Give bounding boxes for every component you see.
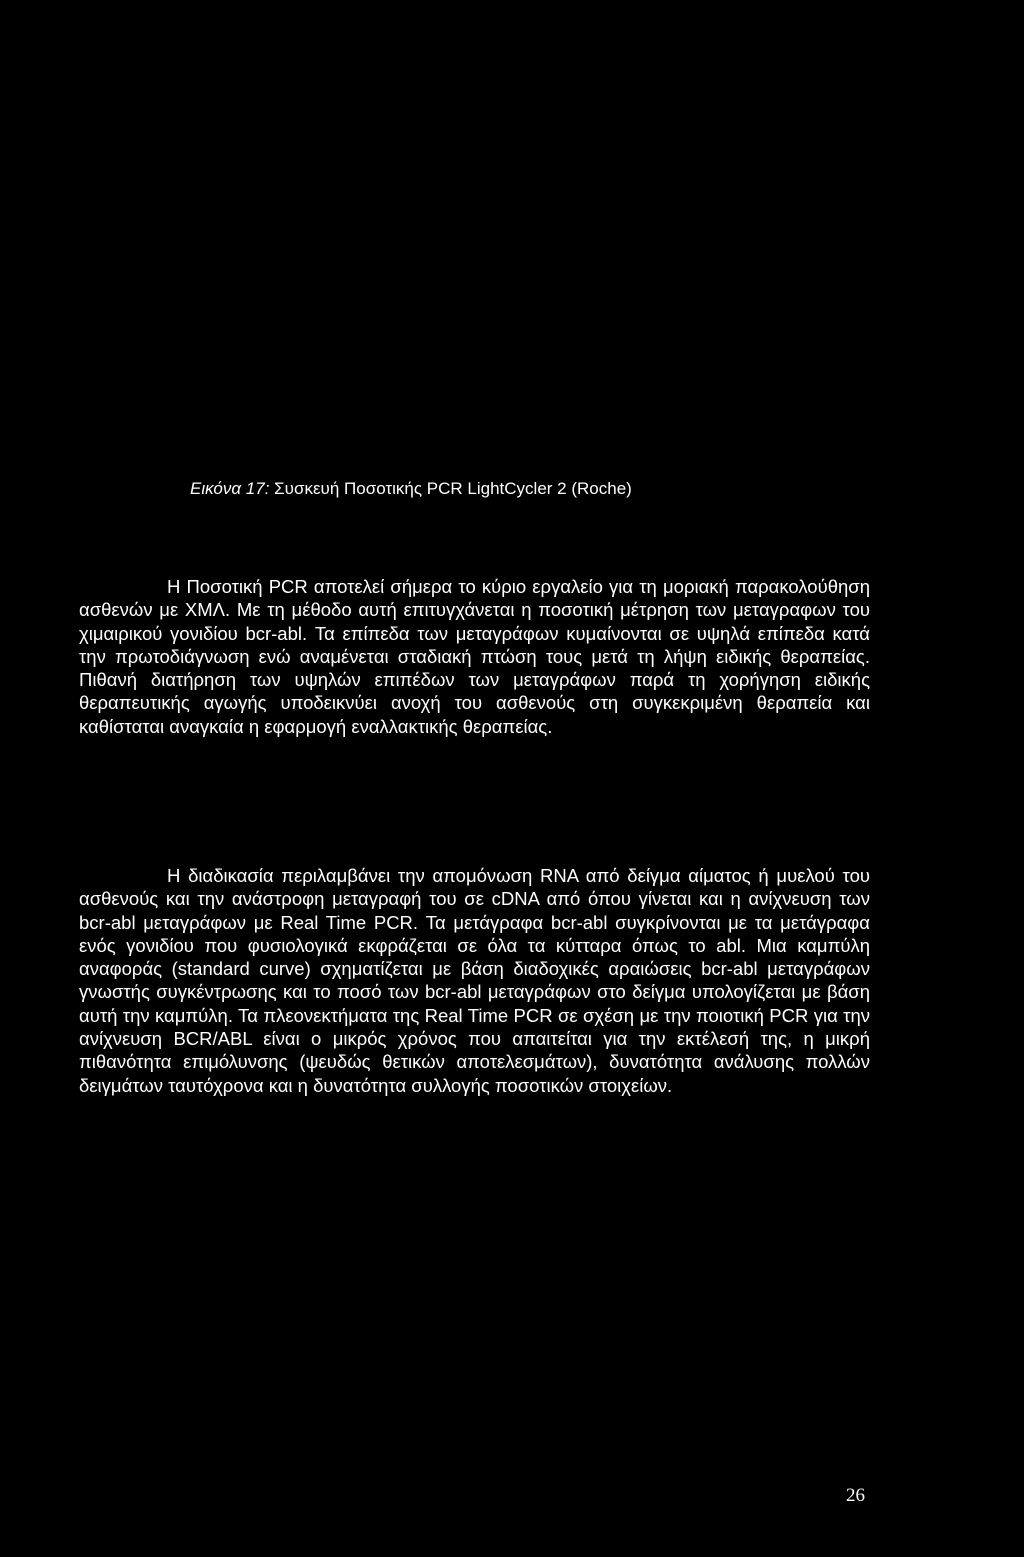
figure-caption [190,478,632,500]
figure-caption-text: Συσκευή Ποσοτικής PCR LightCycler 2 (Roche) [269,479,632,498]
page-number: 26 [846,1485,865,1506]
body-paragraph-quantitative-pcr: Η Ποσοτική PCR αποτελεί σήμερα το κύριο εργαλείο για τη μοριακή παρακολούθηση ασθενών με ΧΜΛ. Με τη μέθοδο αυτή επιτυγχάνεται η ποσοτική μέτρηση των μεταγραφων του χιμαιρικού γονιδίου bcr-abl. Τα επίπεδα των μεταγράφων κυμαίνονται σε υψηλά επίπεδα κατά την πρωτοδιάγνωση ενώ αναμένεται σταδιακή πτώση τους μετά τη λήψη ειδικής θεραπείας. Πιθανή διατήρηση των υψηλών επιπέδων των μεταγράφων παρά τη χορήγηση ειδικής θεραπευτικής αγωγής υποδεικνύει ανοχή του ασθενούς στη συγκεκριμένη θεραπεία και καθίσταται αναγκαία η εφαρμογή εναλλακτικής θεραπείας. [79,576,870,737]
figure-caption-label: Εικόνα 17: [190,479,270,498]
body-paragraph-procedure: Η διαδικασία περιλαμβάνει την απομόνωση RNA από δείγμα αίματος ή μυελού του ασθενούς και την ανάστροφη μεταγραφή του σε cDNA από όπου γίνεται και η ανίχνευση των bcr-abl μεταγράφων με Real Time PCR. Τα μετάγραφα bcr-abl συγκρίνονται με τα μετάγραφα ενός γονιδίου που φυσιολογικά εκφράζεται σε όλα τα κύτταρα όπως το abl. Μια καμπύλη αναφοράς (standard curve) σχηματίζεται με βάση διαδοχικές αραιώσεις bcr-abl μεταγράφων γνωστής συγκέντρωσης και το ποσό των bcr-abl μεταγράφων στο δείγμα υπολογίζεται με βάση αυτή την καμπύλη. Τα πλεονεκτήματα της Real Time PCR σε σχέση με την ποιοτική PCR για την ανίχνευση BCR/ABL είναι ο μικρός χρόνος που απαιτείται για την εκτέλεσή της, η μικρή πιθανότητα επιμόλυνσης (ψευδώς θετικών αποτελεσμάτων), δυνατότητα ανάλυσης πολλών δειγμάτων ταυτόχρονα και η δυνατότητα συλλογής ποσοτικών στοιχείων. [79,865,870,1096]
